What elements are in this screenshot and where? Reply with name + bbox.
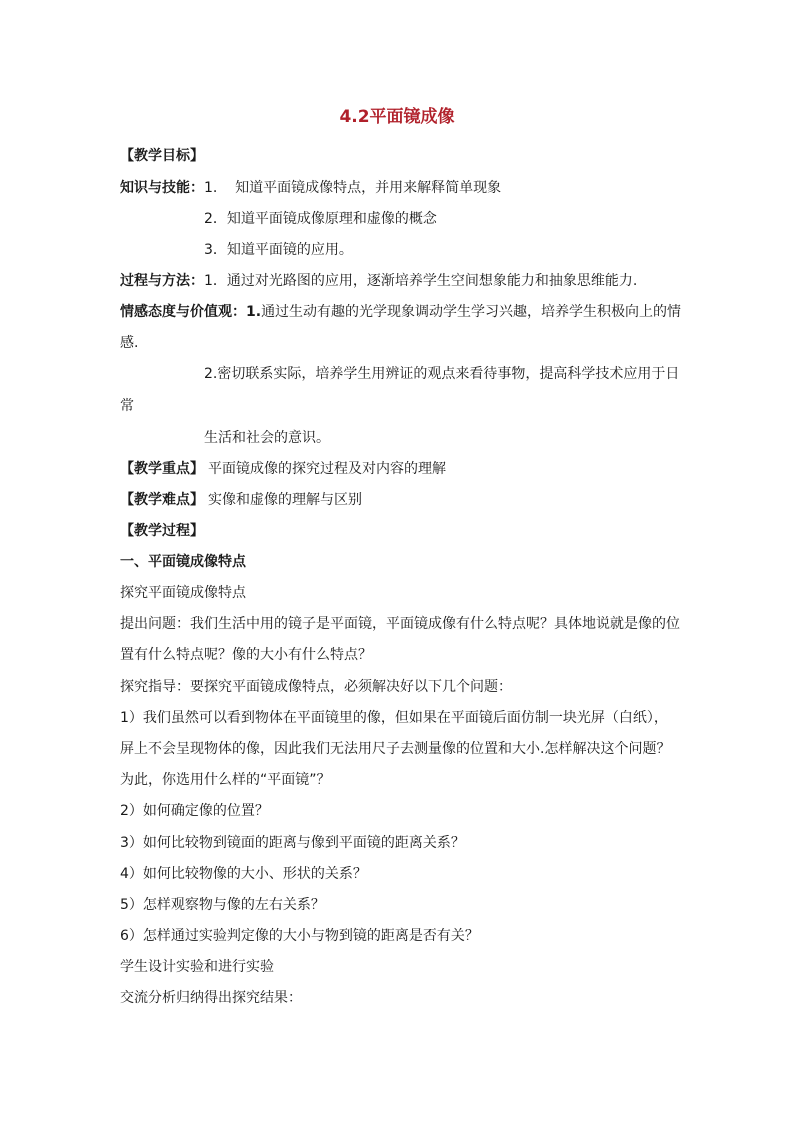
q6-line: 6）怎样通过实验判定像的大小与物到镜的距离是否有关？ [120, 928, 479, 944]
emotion-item-1-text: 通过生动有趣的光学现象调动学生学习兴趣，培养学生积极向上的情 [261, 304, 682, 320]
knowledge-label: 知识与技能： [120, 180, 204, 196]
knowledge-item-3: 3．知道平面镜的应用。 [204, 242, 353, 258]
conclusion-line: 交流分析归纳得出探究结果： [120, 990, 302, 1006]
emotion-item-1-number: 1. [246, 304, 262, 320]
student-design-line: 学生设计实验和进行实验 [120, 959, 274, 975]
objectives-heading: 【教学目标】 [120, 148, 204, 164]
guide-line: 探究指导：要探究平面镜成像特点，必须解决好以下几个问题： [120, 679, 512, 695]
page-title: 4.2平面镜成像 [339, 107, 455, 127]
q1-line-1: 1）我们虽然可以看到物体在平面镜里的像，但如果在平面镜后面仿制一块光屏（白纸）， [120, 710, 668, 726]
emotion-label: 情感态度与价值观： [120, 304, 246, 320]
process-item: 1．通过对光路图的应用，逐渐培养学生空间想象能力和抽象思维能力. [204, 273, 638, 289]
emotion-item-2: 2.密切联系实际，培养学生用辨证的观点来看待事物，提高科学技术应用于日 [204, 366, 680, 382]
q1-line-3: 为此，你选用什么样的“平面镜”？ [120, 772, 331, 788]
emotion-line-1 [120, 302, 681, 322]
process-heading: 【教学过程】 [120, 523, 204, 539]
emotion-item-1-continued: 感. [120, 335, 139, 351]
q5-line: 5）怎样观察物与像的左右关系？ [120, 897, 325, 913]
q3-line: 3）如何比较物到镜面的距离与像到平面镜的距离关系？ [120, 835, 465, 851]
process-label: 过程与方法： [120, 273, 204, 289]
difficulty-label: 【教学难点】 [120, 492, 204, 508]
difficulty-line [120, 490, 362, 510]
key-point-label: 【教学重点】 [120, 461, 204, 477]
explore-title: 探究平面镜成像特点 [120, 585, 246, 601]
emotion-item-2-continued: 常 [120, 398, 134, 414]
section-1-heading: 一、平面镜成像特点 [120, 554, 246, 570]
q1-line-2: 屏上不会呈现物体的像，因此我们无法用尺子去测量像的位置和大小.怎样解决这个问题？ [120, 741, 671, 757]
process-line [120, 271, 637, 291]
emotion-item-2-continued-2: 生活和社会的意识。 [204, 430, 330, 446]
knowledge-line-1 [120, 178, 501, 198]
question-line-2: 置有什么特点呢？像的大小有什么特点？ [120, 647, 372, 663]
q4-line: 4）如何比较物像的大小、形状的关系？ [120, 866, 367, 882]
key-point-text: 平面镜成像的探究过程及对内容的理解 [208, 461, 446, 477]
knowledge-item-2: 2．知道平面镜成像原理和虚像的概念 [204, 211, 437, 227]
key-point-line [120, 459, 446, 479]
difficulty-text: 实像和虚像的理解与区别 [208, 492, 362, 508]
question-line-1: 提出问题：我们生活中用的镜子是平面镜，平面镜成像有什么特点呢？具体地说就是像的位 [120, 616, 680, 632]
q2-line: 2）如何确定像的位置？ [120, 803, 269, 819]
knowledge-item-1: 1. 知道平面镜成像特点，并用来解释简单现象 [204, 180, 502, 196]
